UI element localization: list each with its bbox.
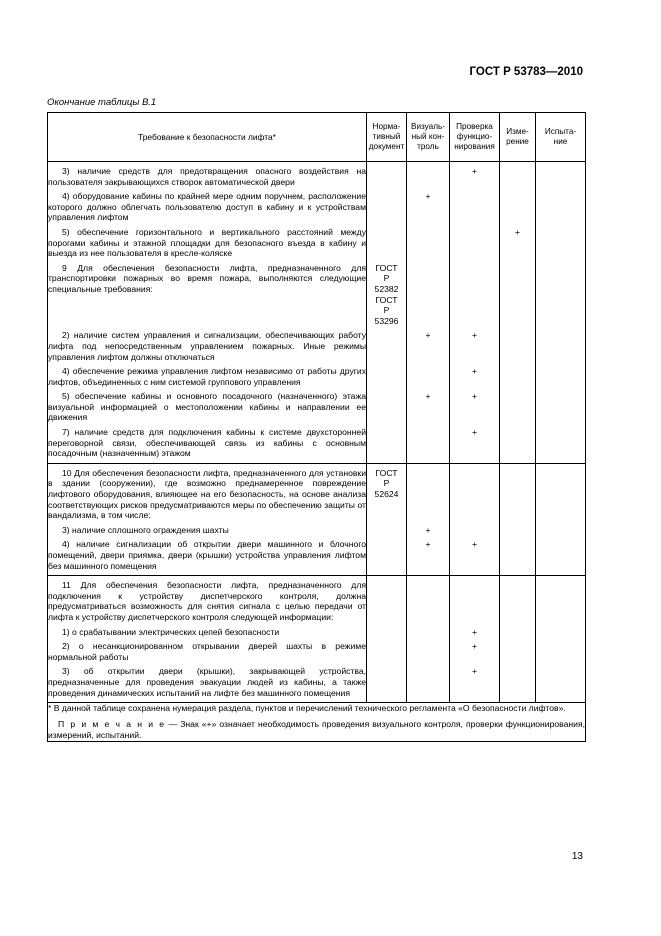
visual-mark-cell [407, 366, 450, 391]
measure-mark-cell [500, 263, 536, 331]
test-mark-cell [536, 641, 586, 666]
test-mark-cell [536, 580, 586, 626]
normative-doc-cell [367, 539, 407, 575]
table-row [48, 427, 586, 463]
requirement-cell: 10 Для обеспечения безопасности лифта, предназначенного для установки в здании (сооружении), где возможно преднамеренное повреждение лифтового оборудования, влияющее на его безопасность, на основе анализа соответствующих рисков предусматриваются меры по обеспечению защиты от вандализма, в том числе: [48, 468, 367, 525]
test-mark-cell [536, 191, 586, 227]
measure-mark-cell [500, 166, 536, 191]
test-mark-cell [536, 539, 586, 575]
requirement-cell: 2) наличие систем управления и сигнализации, обеспечивающих работу лифта под непосредственным управлением пожарных. Иные режимы управления лифтом должны отключаться [48, 330, 367, 366]
col-header-measure: Изме- рение [500, 113, 536, 162]
functional-mark-cell [450, 227, 500, 263]
functional-mark-cell [450, 580, 500, 626]
test-mark-cell [536, 391, 586, 427]
measure-mark-cell [500, 525, 536, 540]
normative-doc-cell [367, 427, 407, 463]
measure-mark-cell [500, 330, 536, 366]
measure-mark-cell [500, 427, 536, 463]
visual-mark-cell [407, 166, 450, 191]
requirement-cell: 3) наличие средств для предотвращения опасного воздействия на пользователя закрывающихся створок автоматической двери [48, 166, 367, 191]
functional-mark-cell: + [450, 366, 500, 391]
normative-doc-cell [367, 641, 407, 666]
normative-doc-cell [367, 166, 407, 191]
functional-mark-cell [450, 263, 500, 331]
normative-doc-cell [367, 227, 407, 263]
normative-doc-cell [367, 330, 407, 366]
table-row [48, 166, 586, 191]
visual-mark-cell: + [407, 191, 450, 227]
visual-mark-cell [407, 641, 450, 666]
table-caption: Окончание таблицы В.1 [47, 97, 157, 108]
visual-mark-cell: + [407, 330, 450, 366]
requirement-cell: 7) наличие средств для подключения кабины к системе двухсторонней переговорной связи, обеспечивающей связь из кабины с основным посадочным (назначенным) этажом [48, 427, 367, 463]
functional-mark-cell: + [450, 166, 500, 191]
table-row [48, 525, 586, 540]
requirement-cell: 11 Для обеспечения безопасности лифта, предназначенного для подключения к устройству диспетчерского контроля, должна предусматриваться возможность для снятия сигнала с целью передачи от лифта к устройству диспетчерского контроля следующей информации: [48, 580, 367, 626]
table-row [48, 580, 586, 626]
measure-mark-cell [500, 666, 536, 702]
requirements-table [47, 112, 586, 742]
visual-mark-cell [407, 468, 450, 525]
test-mark-cell [536, 525, 586, 540]
table-row [48, 263, 586, 331]
requirement-cell: 4) наличие сигнализации об открытии двери машинного и блочного помещений, двери приямка, двери (крышки) устройства управления лифтом без машинного помещения [48, 539, 367, 575]
requirement-cell: 5) обеспечение кабины и основного посадочного (назначенного) этажа визуальной информацией о местоположении кабины и направлении ее движения [48, 391, 367, 427]
visual-mark-cell: + [407, 525, 450, 540]
visual-mark-cell [407, 263, 450, 331]
table-row [48, 191, 586, 227]
normative-doc-cell: ГОСТ Р 52624 [367, 468, 407, 525]
requirement-cell: 3) об открытии двери (крышки), закрывающей устройства, предназначенные для проведения эвакуации людей из кабины, а также проведения динамических испытаний на лифте без машинного помещения [48, 666, 367, 702]
measure-mark-cell [500, 641, 536, 666]
visual-mark-cell [407, 227, 450, 263]
table-row [48, 227, 586, 263]
test-mark-cell [536, 166, 586, 191]
measure-mark-cell [500, 366, 536, 391]
normative-doc-cell [367, 525, 407, 540]
table-row [48, 468, 586, 525]
table-row [48, 330, 586, 366]
table-row [48, 666, 586, 702]
normative-doc-cell [367, 666, 407, 702]
col-header-normative: Норма- тивный документ [367, 113, 407, 162]
table-row [48, 641, 586, 666]
visual-mark-cell [407, 627, 450, 642]
requirement-cell: 2) о несанкционированном открывании дверей шахты в режиме нормальной работы [48, 641, 367, 666]
table-row [48, 539, 586, 575]
functional-mark-cell: + [450, 627, 500, 642]
visual-mark-cell [407, 580, 450, 626]
table-row [48, 627, 586, 642]
measure-mark-cell [500, 627, 536, 642]
test-mark-cell [536, 666, 586, 702]
test-mark-cell [536, 627, 586, 642]
functional-mark-cell [450, 191, 500, 227]
normative-doc-cell [367, 191, 407, 227]
page-number: 13 [571, 851, 583, 862]
normative-doc-cell [367, 391, 407, 427]
normative-doc-cell [367, 580, 407, 626]
functional-mark-cell: + [450, 666, 500, 702]
table-header-row [48, 113, 586, 162]
note-body: — Знак «+» означает необходимость проведения визуального контроля, проверки функционирования, измерений, испытаний. [48, 718, 585, 740]
measure-mark-cell [500, 191, 536, 227]
col-header-visual: Визуаль- ный кон- троль [407, 113, 450, 162]
functional-mark-cell: + [450, 330, 500, 366]
test-mark-cell [536, 330, 586, 366]
measure-mark-cell [500, 391, 536, 427]
test-mark-cell [536, 468, 586, 525]
table-row [48, 391, 586, 427]
measure-mark-cell [500, 468, 536, 525]
normative-doc-cell [367, 627, 407, 642]
test-mark-cell [536, 427, 586, 463]
functional-mark-cell: + [450, 641, 500, 666]
normative-doc-cell [367, 366, 407, 391]
measure-mark-cell: + [500, 227, 536, 263]
table-footnote [48, 703, 586, 741]
visual-mark-cell: + [407, 539, 450, 575]
table-row [48, 366, 586, 391]
requirement-cell: 3) наличие сплошного ограждения шахты [48, 525, 367, 540]
functional-mark-cell: + [450, 539, 500, 575]
note-label: П р и м е ч а н и е [58, 718, 166, 729]
measure-mark-cell [500, 580, 536, 626]
test-mark-cell [536, 227, 586, 263]
requirement-cell: 1) о срабатывании электрических цепей безопасности [48, 627, 367, 642]
requirement-cell: 9 Для обеспечения безопасности лифта, предназначенного для транспортировки пожарных во время пожара, выполняются следующие специальные требования: [48, 263, 367, 331]
visual-mark-cell [407, 427, 450, 463]
col-header-requirement: Требование к безопасности лифта* [48, 113, 367, 162]
functional-mark-cell [450, 525, 500, 540]
col-header-test: Испыта- ние [536, 113, 586, 162]
functional-mark-cell: + [450, 391, 500, 427]
note-text [48, 719, 585, 741]
requirement-cell: 4) обеспечение режима управления лифтом независимо от работы других лифтов, объединенных с ним системой группового управления [48, 366, 367, 391]
test-mark-cell [536, 366, 586, 391]
visual-mark-cell [407, 666, 450, 702]
functional-mark-cell: + [450, 427, 500, 463]
requirement-cell: 4) оборудование кабины по крайней мере одним поручнем, расположение которого должно облегчать пользователю доступ в кабину и к устройствам управления лифтом [48, 191, 367, 227]
test-mark-cell [536, 263, 586, 331]
col-header-functional: Проверка функцио- нирования [450, 113, 500, 162]
visual-mark-cell: + [407, 391, 450, 427]
functional-mark-cell [450, 468, 500, 525]
document-header: ГОСТ Р 53783—2010 [469, 66, 583, 78]
footnote-text: * В данной таблице сохранена нумерация раздела, пунктов и перечислений технического регламента «О безопасности лифтов». [48, 703, 566, 714]
requirement-cell: 5) обеспечение горизонтального и вертикального расстояний между порогами кабины и этажной площадки для безопасного въезда в кабину и выезда из нее пользователя в кресле-коляске [48, 227, 367, 263]
normative-doc-cell: ГОСТ Р 52382 ГОСТ Р 53296 [367, 263, 407, 331]
measure-mark-cell [500, 539, 536, 575]
